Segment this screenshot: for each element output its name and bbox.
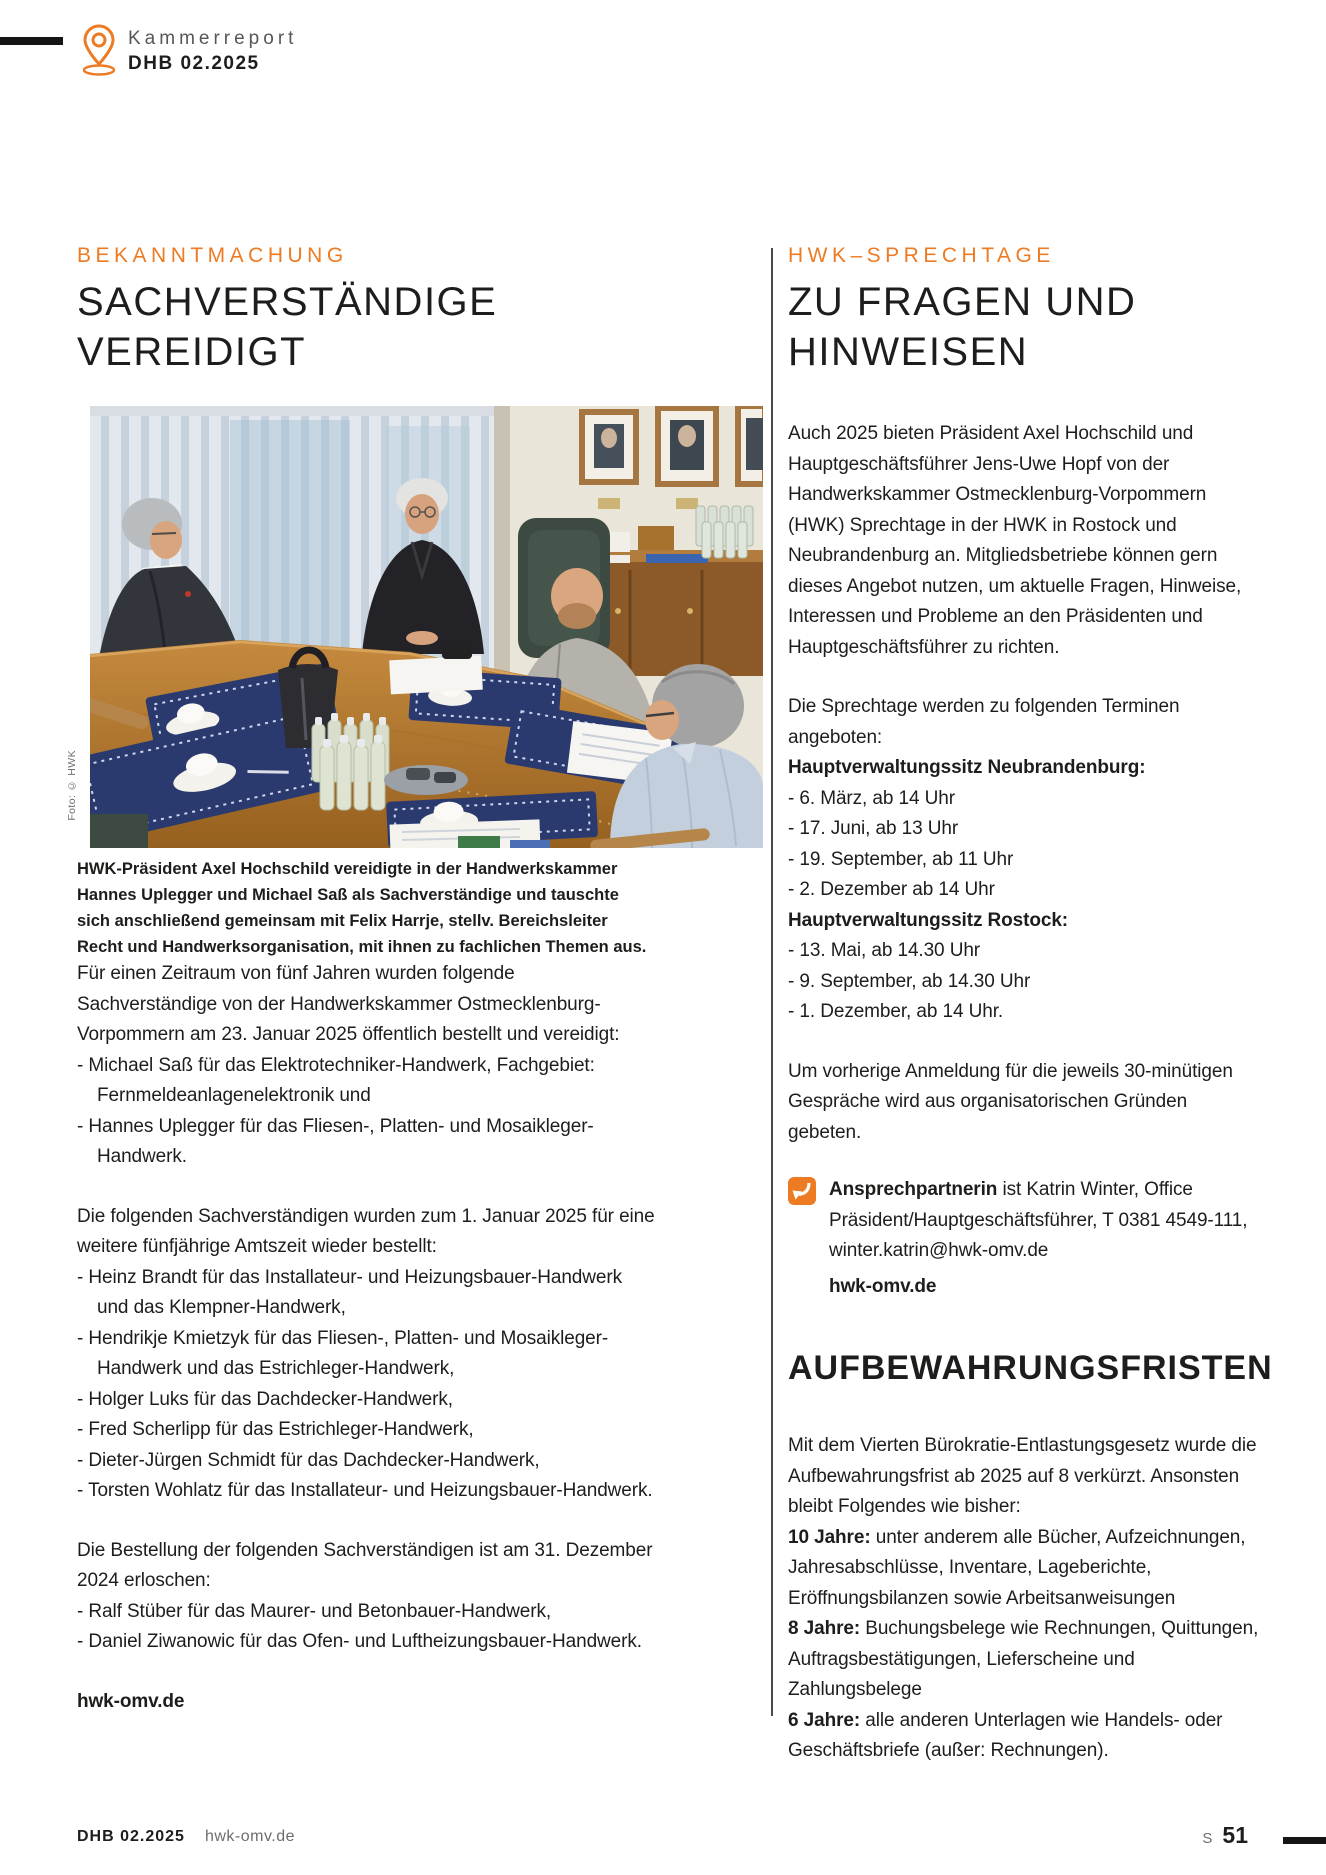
retention-term: 10 Jahre: <box>788 1526 871 1548</box>
location-pin-logo-icon <box>80 22 118 78</box>
date-line: - 13. Mai, ab 14.30 Uhr <box>788 940 981 961</box>
list-item: - Holger Luks für das Dachdecker-Handwerk, <box>77 1388 453 1410</box>
left-paragraph-2: Die folgenden Sachverständigen wurden zum 1. Januar 2025 für eine weitere fünfjährige Amtszeit wieder bestellt: <box>77 1205 655 1257</box>
left-title-line-1: SACHVERSTÄNDIGE <box>77 280 498 324</box>
date-line: - 9. September, ab 14.30 Uhr <box>788 970 1031 992</box>
retention-item <box>788 1706 1268 1767</box>
dates-intro: Die Sprechtage werden zu folgenden Terminen angeboten: <box>788 696 1180 748</box>
magazine-issue: DHB 02.2025 <box>128 53 260 74</box>
photo-credit: Foto: © HWK <box>66 750 78 821</box>
retention-term: 8 Jahre: <box>788 1618 861 1639</box>
list-item: - Ralf Stüber für das Maurer- und Betonbauer-Handwerk, <box>77 1600 552 1622</box>
column-divider-rule <box>771 248 773 1716</box>
list-item: - Daniel Ziwanowic für das Ofen- und Luftheizungsbauer-Handwerk. <box>77 1631 642 1652</box>
list-item: - Dieter-Jürgen Schmidt für das Dachdecker-Handwerk, <box>77 1449 540 1471</box>
top-left-rule <box>0 37 63 45</box>
left-article-body <box>77 959 655 1717</box>
footer-page-label: S <box>1202 1830 1214 1847</box>
bottom-right-rule <box>1283 1837 1326 1844</box>
left-paragraph-1: Für einen Zeitraum von fünf Jahren wurden folgende Sachverständige von der Handwerkskammer Ostmecklenburg-Vorpommern am 23. Januar 2025 öffentlich bestellt und vereidigt: <box>77 963 620 1045</box>
magazine-name: Kammerreport <box>128 28 298 49</box>
retention-article <box>788 1348 1273 1767</box>
right-article-title <box>788 277 1260 377</box>
list-item: - Torsten Wohlatz für das Installateur- und Heizungsbauer-Handwerk. <box>77 1480 653 1501</box>
retention-body <box>788 1431 1268 1767</box>
list-item: - Hannes Uplegger für das Fliesen-, Platten- und Mosaikleger-Handwerk. <box>77 1115 594 1167</box>
footer-issue: DHB 02.2025 <box>77 1828 185 1845</box>
contact-detail: ist Katrin Winter, Office Präsident/Hauptgeschäftsführer, T 0381 4549-111, <box>829 1179 1248 1231</box>
right-title-line-2: HINWEISEN <box>788 330 1029 374</box>
right-article-kicker: HWK–SPRECHTAGE <box>788 244 1055 267</box>
retention-intro: Mit dem Vierten Bürokratie-Entlastungsgesetz wurde die Aufbewahrungsfrist ab 2025 auf 8 verkürzt. Ansonsten bleibt Folgendes wie bisher: <box>788 1435 1257 1517</box>
right-intro-paragraph: Auch 2025 bieten Präsident Axel Hochschild und Hauptgeschäftsführer Jens-Uwe Hopf von der Handwerkskammer Ostmecklenburg-Vorpommern (HWK) Sprechtage in der HWK in Rostock und Neubrandenburg an. Mitgliedsbetriebe können gern dieses Angebot nutzen, um aktuelle Fragen, Hinweise, Interessen und Probleme an den Präsidenten und Hauptgeschäftsführer zu richten. <box>788 423 1242 658</box>
retention-item <box>788 1523 1268 1615</box>
contact-line <box>829 1175 1260 1236</box>
right-article <box>788 243 1260 1302</box>
registration-note: Um vorherige Anmeldung für die jeweils 30-minütigen Gespräche wird aus organisatorischen Gründen gebeten. <box>788 1060 1233 1143</box>
retention-desc: alle anderen Unterlagen wie Handels- oder Geschäftsbriefe (außer: Rechnungen). <box>788 1709 1223 1761</box>
photo-caption: HWK-Präsident Axel Hochschild vereidigte in der Handwerkskammer Hannes Uplegger und Michael Saß als Sachverständige und tauschte sich anschließend gemeinsam mit Felix Harrje, stellv. Bereichsleiter Recht und Handwerksorganisation, mit ihnen zu fachlichen Themen aus. <box>77 860 647 956</box>
location-name: Hauptverwaltungssitz Neubrandenburg: <box>788 757 1146 778</box>
left-article-header <box>77 243 652 377</box>
footer-page-number: 51 <box>1222 1822 1248 1848</box>
date-line: - 6. März, ab 14 Uhr <box>788 787 955 809</box>
right-title-line-1: ZU FRAGEN UND <box>788 280 1137 324</box>
contact-text <box>829 1175 1260 1302</box>
list-item: - Hendrikje Kmietzyk für das Fliesen-, Platten- und Mosaikleger-Handwerk und das Estrichleger-Handwerk, <box>77 1327 609 1379</box>
left-title-line-2: VEREIDIGT <box>77 330 307 374</box>
contact-label: Ansprechpartnerin <box>829 1179 998 1200</box>
date-line: - 17. Juni, ab 13 Uhr <box>788 818 959 839</box>
location-name: Hauptverwaltungssitz Rostock: <box>788 909 1069 931</box>
retention-term: 6 Jahre: <box>788 1709 861 1731</box>
footer-website: hwk-omv.de <box>204 1828 296 1845</box>
retention-title: AUFBEWAHRUNGSFRISTEN <box>788 1349 1273 1387</box>
list-item: - Heinz Brandt für das Installateur- und Heizungsbauer-Handwerk und das Klempner-Handwerk, <box>77 1266 622 1318</box>
contact-block <box>788 1175 1260 1302</box>
left-article-website: hwk-omv.de <box>77 1690 185 1712</box>
masthead <box>80 22 297 78</box>
retention-desc: unter anderem alle Bücher, Aufzeichnungen, Jahresabschlüsse, Inventare, Lageberichte, Eröffnungsbilanzen sowie Arbeitsanweisungen <box>788 1526 1246 1609</box>
retention-item <box>788 1614 1268 1706</box>
date-line: - 19. September, ab 11 Uhr <box>788 848 1014 870</box>
reply-arrow-icon <box>788 1177 816 1205</box>
date-line: - 2. Dezember ab 14 Uhr <box>788 879 995 900</box>
article-photo <box>90 406 763 848</box>
footer-left <box>77 1828 295 1846</box>
list-item: - Fred Scherlipp für das Estrichleger-Handwerk, <box>77 1419 474 1440</box>
meeting-photo-illustration <box>90 406 763 848</box>
footer-right <box>1202 1822 1248 1849</box>
left-article-title <box>77 277 652 377</box>
left-article-kicker: BEKANNTMACHUNG <box>77 244 348 267</box>
contact-website: hwk-omv.de <box>829 1275 937 1297</box>
masthead-text <box>128 22 297 76</box>
contact-email: winter.katrin@hwk-omv.de <box>829 1240 1049 1261</box>
list-item: - Michael Saß für das Elektrotechniker-Handwerk, Fachgebiet: Fernmeldeanlagenelektronik und <box>77 1054 595 1106</box>
left-paragraph-3: Die Bestellung der folgenden Sachverständigen ist am 31. Dezember 2024 erloschen: <box>77 1539 653 1591</box>
date-line: - 1. Dezember, ab 14 Uhr. <box>788 1001 1004 1022</box>
retention-desc: Buchungsbelege wie Rechnungen, Quittungen, Auftragsbestätigungen, Lieferscheine und Zahlungsbelege <box>788 1618 1259 1700</box>
